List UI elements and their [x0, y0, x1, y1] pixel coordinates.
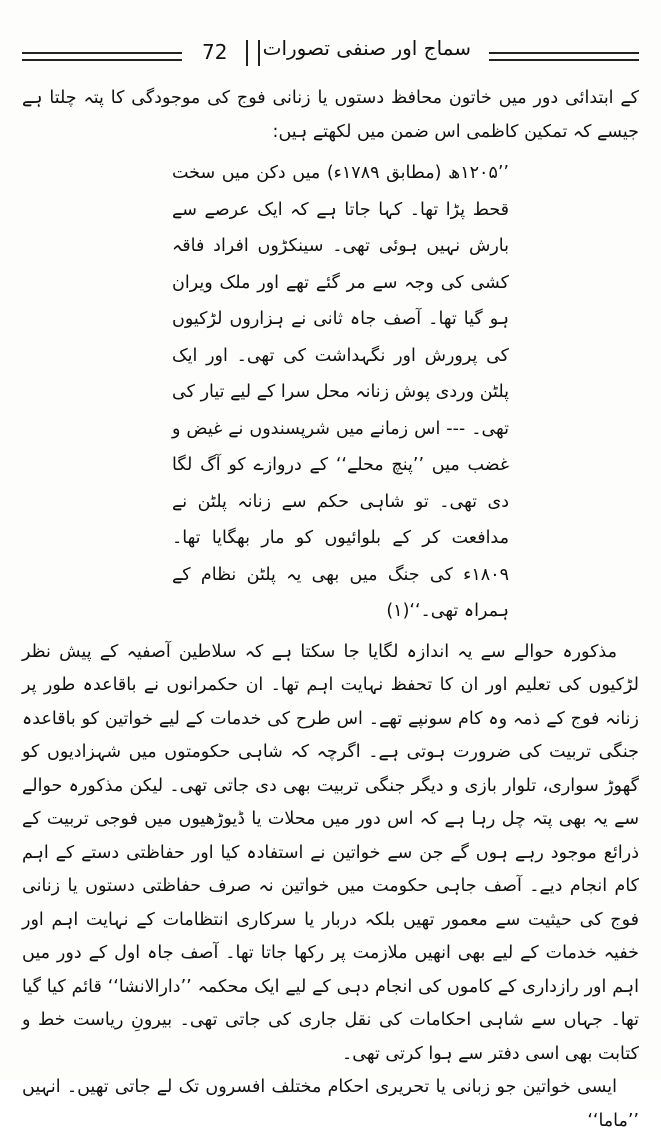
intro-paragraph: کے ابتدائی دور میں خاتون محافظ دستوں یا زنانی فوج کی موجودگی کا پتہ چلتا ہے جیسے کہ تمکین کاظمی اس ضمن میں لکھتے ہیں:: [22, 88, 639, 142]
block-quote: ’’۱۲۰۵ھ (مطابق ۱۷۸۹ء) میں دکن میں سخت قحط پڑا تھا۔ کہا جاتا ہے کہ ایک عرصے سے بارش نہیں ہوئی تھی۔ سینکڑوں افراد فاقہ کشی کی وجہ سے مر گئے تھے اور ملک ویران ہو گیا تھا۔ آصف جاہ ثانی نے ہزاروں لڑکیوں کی پرورش اور نگہداشت کی تھی۔ اور ایک پلٹن وردی پوش زنانہ محل سرا کے لیے تیار کی تھی۔ --- اس زمانے میں شرپسندوں نے غیض و غضب میں ’’پنچ محلے‘‘ کے دروازے کو آگ لگا دی تھی۔ تو شاہی حکم سے زنانہ پلٹن نے مدافعت کر کے بلوائیوں کو مار بھگایا تھا۔ ۱۸۰۹ء کی جنگ میں بھی یہ پلٹن نظام کے ہمراہ تھی۔‘‘(۱): [172, 163, 509, 621]
analysis-paragraph: مذکورہ حوالے سے یہ اندازہ لگایا جا سکتا ہے کہ سلاطین آصفیہ کے پیش نظر لڑکیوں کی تعلیم اور ان کا تحفظ نہایت اہم تھا۔ ان حکمرانوں نے باقاعدہ طور پر زنانہ فوج کے ذمہ وہ کام سونپے تھے۔ اس طرح کی خدمات کے لیے خواتین کو باقاعدہ جنگی تربیت کی ضرورت ہوتی ہے۔ اگرچہ کہ شاہی حکومتوں میں شہزادیوں کو گھوڑ سواری، تلوار بازی و دیگر جنگی تربیت بھی دی جاتی تھی۔ لیکن مذکورہ حوالے سے یہ بھی پتہ چل رہا ہے کہ اس دور میں محلات یا ڈیوڑھیوں میں فوجی تربیت کے ذرائع موجود رہے ہوں گے جن سے خواتین نے استفادہ کیا اور حفاظتی دستے کے اہم کام انجام دیے۔ آصف جاہی حکومت میں خواتین نہ صرف حفاظتی دستوں یا زنانی فوج کی حیثیت سے معمور تھیں بلکہ دربار یا سرکاری انتظامات کے نہایت اہم اور خفیہ خدمات کے لیے بھی انھیں ملازمت پر رکھا جاتا تھا۔ آصف جاہ اول کے دور میں اہم اور رازداری کے کاموں کی انجام دہی کے لیے ایک محکمہ ’’دارالانشا‘‘ قائم کیا گیا تھا۔ جہاں سے شاہی احکامات کی نقل جاری کی جاتی تھی۔ بیرونِ ریاست خط و کتابت بھی اسی دفتر سے ہوا کرتی تھی۔: [22, 641, 639, 1064]
page-number: 72: [202, 40, 228, 64]
body-text: [22, 82, 639, 1138]
header-rule-left: [22, 52, 182, 61]
header-rule-right: [489, 52, 639, 61]
closing-paragraph: ایسی خواتین جو زبانی یا تحریری احکام مختلف افسروں تک لے جاتی تھیں۔ انہیں ’’ماما‘‘: [22, 1077, 639, 1131]
header-separator: [246, 40, 260, 66]
page-header: [20, 30, 641, 74]
running-title: سماج اور صنفی تصورات: [262, 36, 471, 60]
